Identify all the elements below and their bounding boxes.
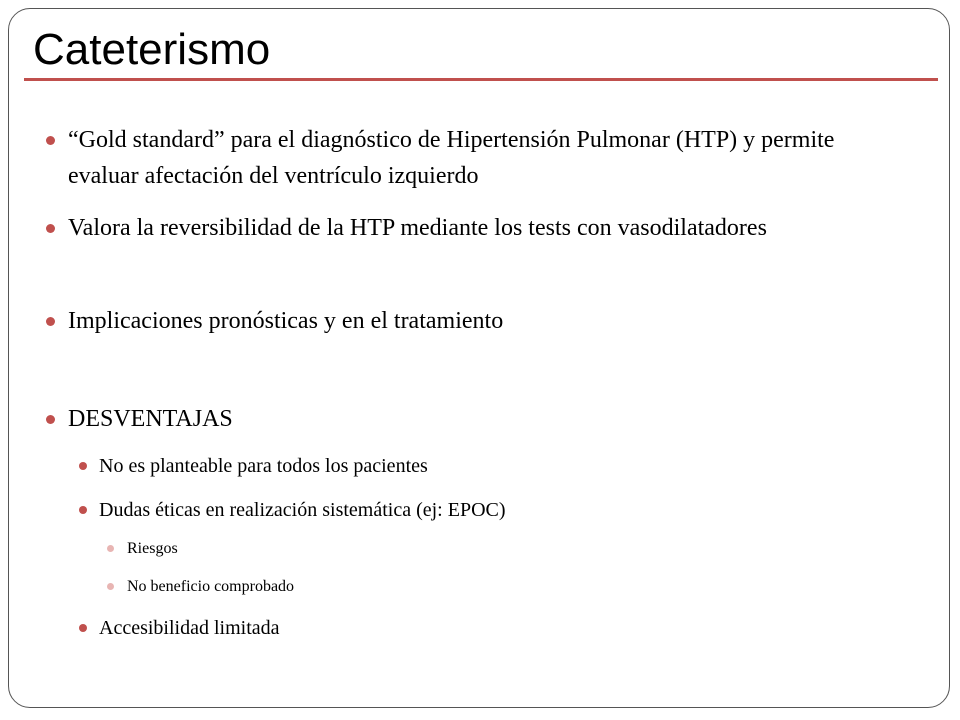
bullet-text: “Gold standard” para el diagnóstico de Hipertensión Pulmonar (HTP) y permite evaluar afectación del ventrículo izquierdo: [68, 127, 835, 189]
sub-bullet-accesibilidad: [99, 614, 879, 642]
bullet-dot-icon: [107, 583, 114, 590]
bullet-text: No es planteable para todos los pacientes: [99, 455, 428, 477]
bullet-text: Valora la reversibilidad de la HTP mediante los tests con vasodilatadores: [68, 215, 767, 241]
bullet-item-implicaciones: [68, 303, 898, 339]
bullet-dot-icon: [46, 224, 55, 233]
sub-sub-bullet-riesgos: [127, 538, 827, 560]
bullet-text: Dudas éticas en realización sistemática (ej: EPOC): [99, 499, 506, 521]
bullet-text: Accesibilidad limitada: [99, 617, 280, 639]
bullet-dot-icon: [46, 415, 55, 424]
bullet-text: DESVENTAJAS: [68, 406, 233, 432]
bullet-item-gold-standard: [68, 122, 898, 194]
sub-bullet-no-planteable: [99, 452, 879, 480]
bullet-item-desventajas: [68, 401, 898, 437]
bullet-text: No beneficio comprobado: [127, 578, 295, 595]
sub-bullet-dudas-eticas: [99, 496, 879, 524]
bullet-item-reversibilidad: [68, 210, 898, 246]
bullet-dot-icon: [79, 506, 87, 514]
sub-sub-bullet-no-beneficio: [127, 576, 827, 598]
bullet-dot-icon: [79, 462, 87, 470]
bullet-text: Riesgos: [127, 540, 178, 557]
bullet-dot-icon: [107, 545, 114, 552]
bullet-text: Implicaciones pronósticas y en el tratamiento: [68, 308, 504, 334]
slide-title: Cateterismo: [33, 25, 271, 74]
bullet-dot-icon: [79, 624, 87, 632]
bullet-dot-icon: [46, 317, 55, 326]
bullet-dot-icon: [46, 136, 55, 145]
